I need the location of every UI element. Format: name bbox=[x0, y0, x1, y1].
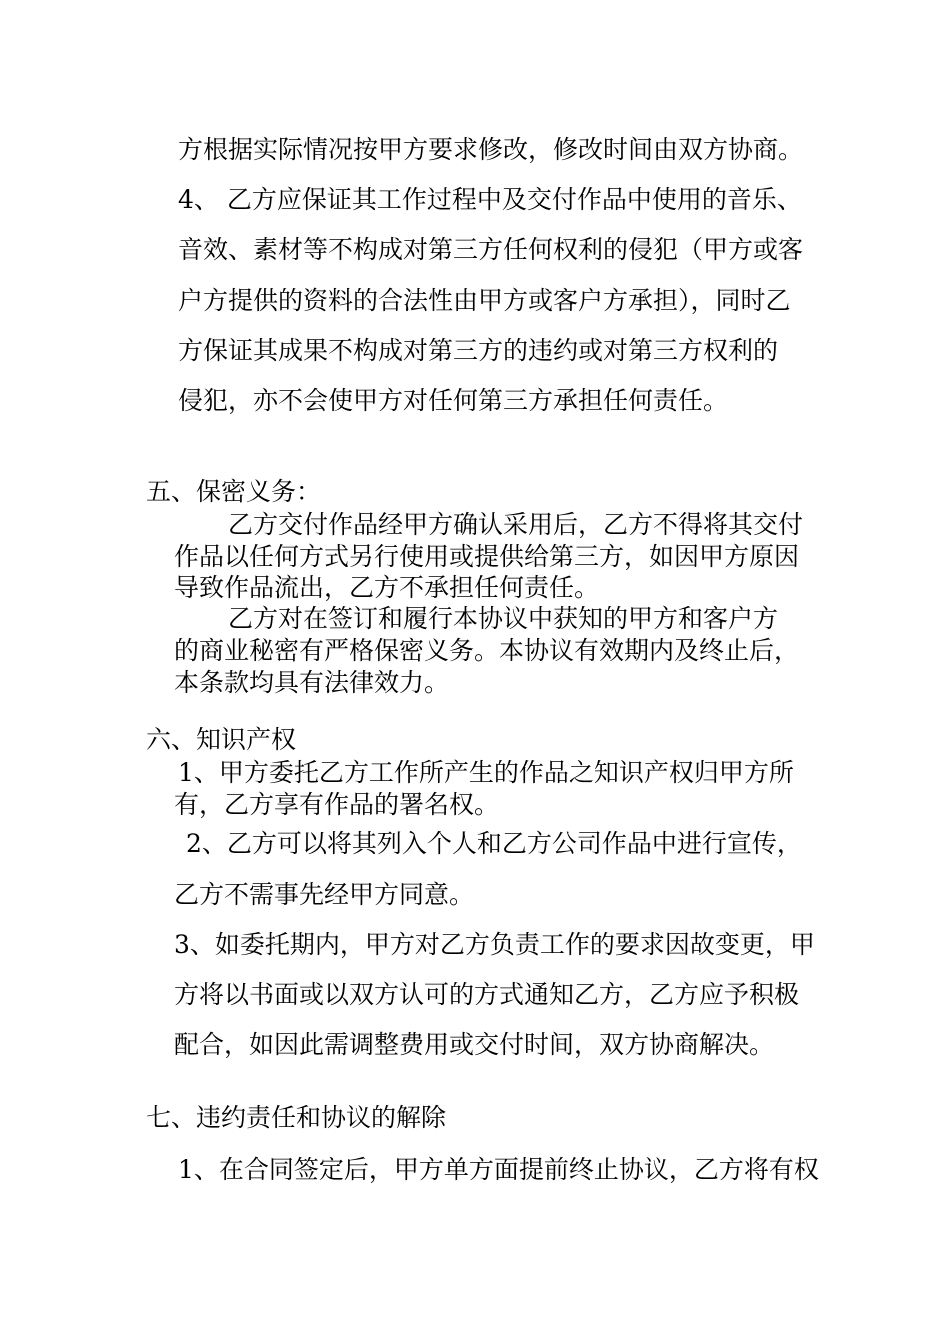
section-5-para-2-line-3: 本条款均具有法律效力。 bbox=[174, 668, 450, 697]
section-5-para-1-line-2: 作品以任何方式另行使用或提供给第三方，如因甲方原因 bbox=[174, 542, 800, 571]
section-6-item-1-line-1: 1、甲方委托乙方工作所产生的作品之知识产权归甲方所 bbox=[178, 758, 794, 787]
section-6-item-3-line-1: 3、如委托期内，甲方对乙方负责工作的要求因故变更，甲 bbox=[174, 930, 815, 959]
section-5-para-2-line-2: 的商业秘密有严格保密义务。本协议有效期内及终止后， bbox=[174, 636, 800, 665]
clause-4-4-line-1: 4、 乙方应保证其工作过程中及交付作品中使用的音乐、 bbox=[178, 185, 802, 214]
section-6-item-3-line-2: 方将以书面或以双方认可的方式通知乙方，乙方应予积极 bbox=[174, 980, 800, 1009]
section-6-heading: 六、知识产权 bbox=[146, 725, 297, 754]
clause-4-4-line-4: 方保证其成果不构成对第三方的违约或对第三方权利的 bbox=[178, 336, 779, 365]
section-6-item-2-line-2: 乙方不需事先经甲方同意。 bbox=[174, 880, 475, 909]
clause-4-3-continuation: 方根据实际情况按甲方要求修改，修改时间由双方协商。 bbox=[178, 135, 804, 164]
clause-4-4-line-2: 音效、素材等不构成对第三方任何权利的侵犯（甲方或客 bbox=[178, 235, 804, 264]
section-6-item-2-line-1: 2、乙方可以将其列入个人和乙方公司作品中进行宣传， bbox=[186, 829, 802, 858]
section-5-para-1-line-3: 导致作品流出，乙方不承担任何责任。 bbox=[174, 573, 600, 602]
section-5-para-1-line-1: 乙方交付作品经甲方确认采用后，乙方不得将其交付 bbox=[228, 510, 804, 539]
section-6-item-1-line-2: 有，乙方享有作品的署名权。 bbox=[174, 790, 500, 819]
section-7-heading: 七、违约责任和协议的解除 bbox=[146, 1103, 447, 1132]
section-5-heading: 五、保密义务： bbox=[146, 477, 322, 506]
section-5-para-2-line-1: 乙方对在签订和履行本协议中获知的甲方和客户方 bbox=[228, 604, 779, 633]
section-7-item-1-line-1: 1、在合同签定后，甲方单方面提前终止协议，乙方将有权 bbox=[178, 1155, 819, 1184]
section-6-item-3-line-3: 配合，如因此需调整费用或交付时间，双方协商解决。 bbox=[174, 1030, 775, 1059]
clause-4-4-line-3: 户方提供的资料的合法性由甲方或客户方承担），同时乙 bbox=[178, 286, 791, 315]
clause-4-4-line-5: 侵犯，亦不会使甲方对任何第三方承担任何责任。 bbox=[178, 386, 729, 415]
